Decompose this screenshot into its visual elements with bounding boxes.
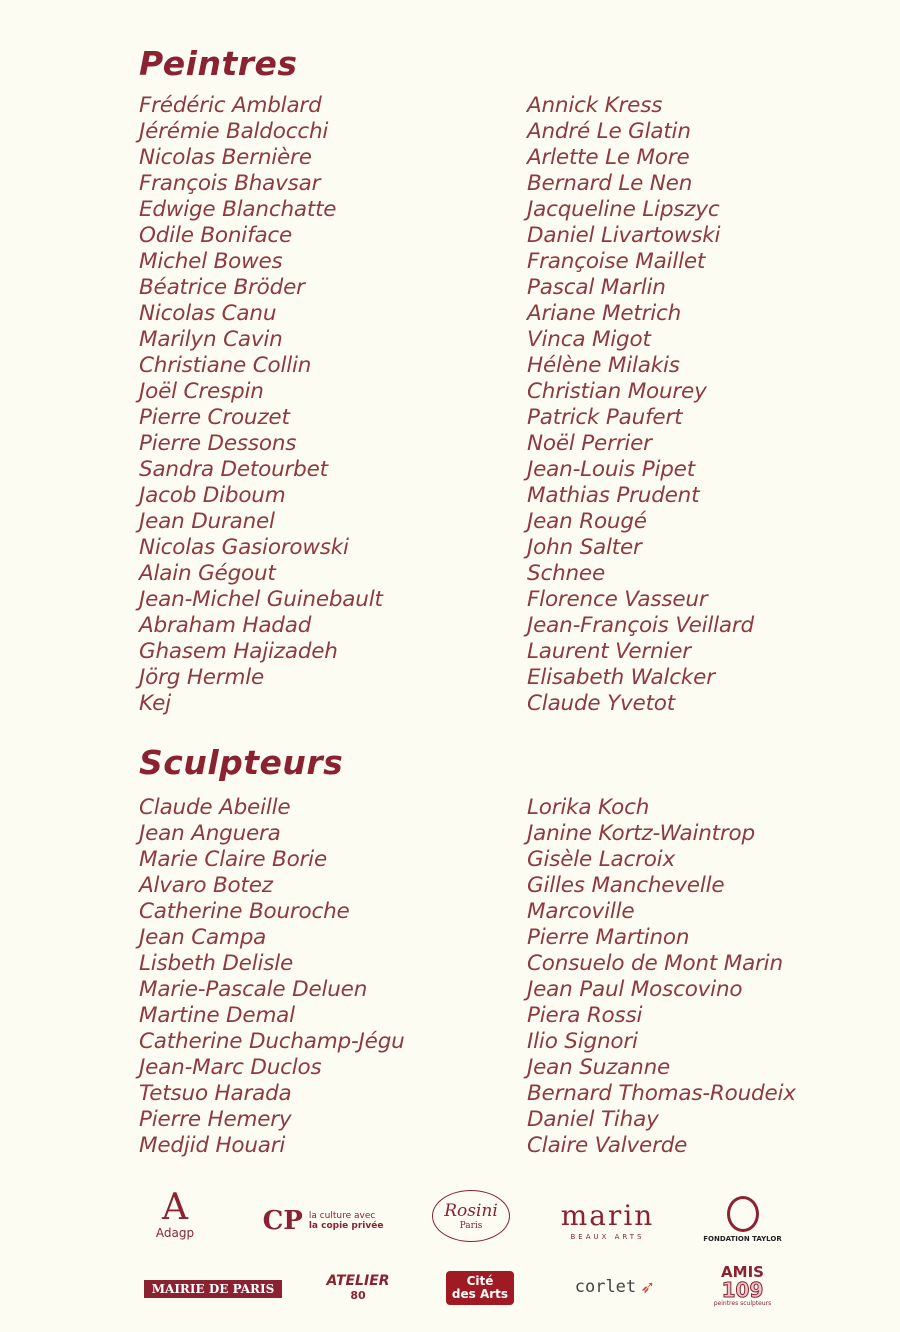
- amis-logo-num: 109: [721, 1278, 764, 1302]
- artist-name: Odile Boniface: [139, 223, 293, 248]
- amis-109-logo: [705, 1264, 780, 1308]
- artist-name: Consuelo de Mont Marin: [527, 951, 783, 976]
- artist-name: Jérémie Baldocchi: [139, 119, 329, 144]
- amis-logo-sub: peintres sculpteurs: [713, 1300, 772, 1307]
- artist-name: Janine Kortz-Waintrop: [527, 821, 755, 846]
- artist-name: Jean Rougé: [527, 509, 647, 534]
- artist-name: Jean Paul Moscovino: [527, 977, 743, 1002]
- artist-name: Joël Crespin: [139, 379, 264, 404]
- artist-name: Jean-Marc Duclos: [139, 1055, 322, 1080]
- artist-name: Kej: [139, 691, 171, 716]
- artist-name: Gilles Manchevelle: [527, 873, 725, 898]
- adagp-logo-mark: A: [162, 1187, 188, 1228]
- fondation-taylor-logo: [700, 1192, 785, 1247]
- artist-name: Claude Abeille: [139, 795, 291, 820]
- artist-name: Nicolas Canu: [139, 301, 277, 326]
- adagp-logo: [135, 1180, 215, 1250]
- copie-privee-line1: la culture avec: [308, 1210, 376, 1221]
- artist-name: Gisèle Lacroix: [527, 847, 675, 872]
- artist-name: Lisbeth Delisle: [139, 951, 294, 976]
- artist-name: Pierre Crouzet: [139, 405, 290, 430]
- artist-name: Ilio Signori: [527, 1029, 638, 1054]
- artist-name: Béatrice Bröder: [139, 275, 305, 300]
- artist-name: Daniel Livartowski: [527, 223, 721, 248]
- artist-name: Medjid Houari: [139, 1133, 286, 1158]
- artist-name: Pierre Martinon: [527, 925, 690, 950]
- marin-logo: [560, 1198, 655, 1243]
- artist-name: Françoise Maillet: [527, 249, 706, 274]
- corlet-logo-name: corlet: [574, 1277, 637, 1297]
- artist-name: François Bhavsar: [139, 171, 321, 196]
- artist-name: Alain Gégout: [139, 561, 276, 586]
- atelier-80-logo: [322, 1270, 394, 1304]
- mairie-logo-name: MAIRIE DE PARIS: [144, 1280, 283, 1298]
- artist-name: André Le Glatin: [527, 119, 691, 144]
- marin-logo-sub: BEAUX ARTS: [570, 1233, 645, 1241]
- artist-name: Bernard Le Nen: [527, 171, 693, 196]
- artist-name: Marie Claire Borie: [139, 847, 327, 872]
- artist-name: Tetsuo Harada: [139, 1081, 292, 1106]
- artist-name: Jean Duranel: [139, 509, 275, 534]
- artist-name: Schnee: [527, 561, 605, 586]
- artist-name: Nicolas Gasiorowski: [139, 535, 349, 560]
- artist-name: Laurent Vernier: [527, 639, 691, 664]
- artist-name: Ghasem Hajizadeh: [139, 639, 338, 664]
- artist-name: Alvaro Botez: [139, 873, 273, 898]
- rosini-logo-sub: Paris: [459, 1221, 483, 1231]
- marin-logo-name: marin: [560, 1199, 655, 1232]
- artist-name: Jean Campa: [139, 925, 267, 950]
- atelier-logo-num: 80: [350, 1288, 366, 1302]
- copie-privee-mark: CP: [262, 1205, 303, 1236]
- artist-name: Jacqueline Lipszyc: [527, 197, 720, 222]
- artist-name: Annick Kress: [527, 93, 663, 118]
- artist-name: Pierre Dessons: [139, 431, 297, 456]
- amis-logo-name: AMIS: [721, 1263, 764, 1281]
- peintres-list-left: [139, 93, 383, 717]
- artist-name: Piera Rossi: [527, 1003, 643, 1028]
- artist-name: Hélène Milakis: [527, 353, 680, 378]
- artist-name: Bernard Thomas-Roudeix: [527, 1081, 796, 1106]
- copie-privee-line2: la copie privée: [308, 1220, 384, 1231]
- taylor-logo-name: FONDATION TAYLOR: [703, 1235, 782, 1243]
- sponsor-logos: [0, 1180, 900, 1310]
- section-title-sculpteurs: Sculpteurs: [139, 743, 344, 782]
- cite-des-arts-logo: [440, 1268, 520, 1308]
- artist-name: Abraham Hadad: [139, 613, 312, 638]
- artist-name: Catherine Bouroche: [139, 899, 350, 924]
- sculpteurs-list-left: [139, 795, 405, 1159]
- cite-logo-line1: Cité: [466, 1274, 494, 1288]
- artist-name: Marie-Pascale Deluen: [139, 977, 368, 1002]
- artist-name: Michel Bowes: [139, 249, 283, 274]
- artist-name: Jean-François Veillard: [527, 613, 754, 638]
- artist-name: Ariane Metrich: [527, 301, 682, 326]
- artist-name: Pascal Marlin: [527, 275, 666, 300]
- artist-name: Nicolas Bernière: [139, 145, 312, 170]
- artist-name: Elisabeth Walcker: [527, 665, 715, 690]
- artist-name: Frédéric Amblard: [139, 93, 322, 118]
- artist-name: Claire Valverde: [527, 1133, 688, 1158]
- artist-name: Daniel Tihay: [527, 1107, 659, 1132]
- artist-name: Pierre Hemery: [139, 1107, 292, 1132]
- artist-name: Jean Anguera: [139, 821, 281, 846]
- cite-logo-line2: des Arts: [451, 1287, 509, 1301]
- taylor-emblem-icon: [727, 1196, 759, 1232]
- rosini-logo: [432, 1190, 510, 1242]
- artist-name: Christiane Collin: [139, 353, 312, 378]
- artist-name: John Salter: [527, 535, 642, 560]
- artist-name: Noël Perrier: [527, 431, 652, 456]
- artist-name: Catherine Duchamp-Jégu: [139, 1029, 405, 1054]
- adagp-logo-name: Adagp: [155, 1226, 195, 1240]
- sculpteurs-list-right: [527, 795, 796, 1159]
- mairie-de-paris-logo: [138, 1278, 288, 1300]
- feather-icon: ➶: [640, 1276, 656, 1298]
- artist-name: Edwige Blanchatte: [139, 197, 337, 222]
- artist-name: Lorika Koch: [527, 795, 650, 820]
- artist-name: Vinca Migot: [527, 327, 651, 352]
- artist-name: Jean Suzanne: [527, 1055, 671, 1080]
- artist-name: Jacob Diboum: [139, 483, 286, 508]
- atelier-logo-name: ATELIER: [326, 1272, 390, 1289]
- artist-name: Sandra Detourbet: [139, 457, 328, 482]
- rosini-logo-name: Rosini: [444, 1201, 498, 1221]
- artist-name: Marcoville: [527, 899, 635, 924]
- artist-name: Mathias Prudent: [527, 483, 700, 508]
- artist-name: Florence Vasseur: [527, 587, 708, 612]
- artist-name: Arlette Le More: [527, 145, 690, 170]
- artist-name: Jean-Louis Pipet: [527, 457, 695, 482]
- copie-privee-logo: [258, 1198, 388, 1243]
- section-title-peintres: Peintres: [139, 44, 298, 83]
- corlet-logo: [560, 1272, 670, 1302]
- peintres-list-right: [527, 93, 754, 717]
- artist-name: Jörg Hermle: [139, 665, 264, 690]
- artist-name: Claude Yvetot: [527, 691, 675, 716]
- artist-name: Martine Demal: [139, 1003, 295, 1028]
- artist-name: Christian Mourey: [527, 379, 707, 404]
- artist-name: Marilyn Cavin: [139, 327, 283, 352]
- artist-name: Jean-Michel Guinebault: [139, 587, 383, 612]
- artist-name: Patrick Paufert: [527, 405, 683, 430]
